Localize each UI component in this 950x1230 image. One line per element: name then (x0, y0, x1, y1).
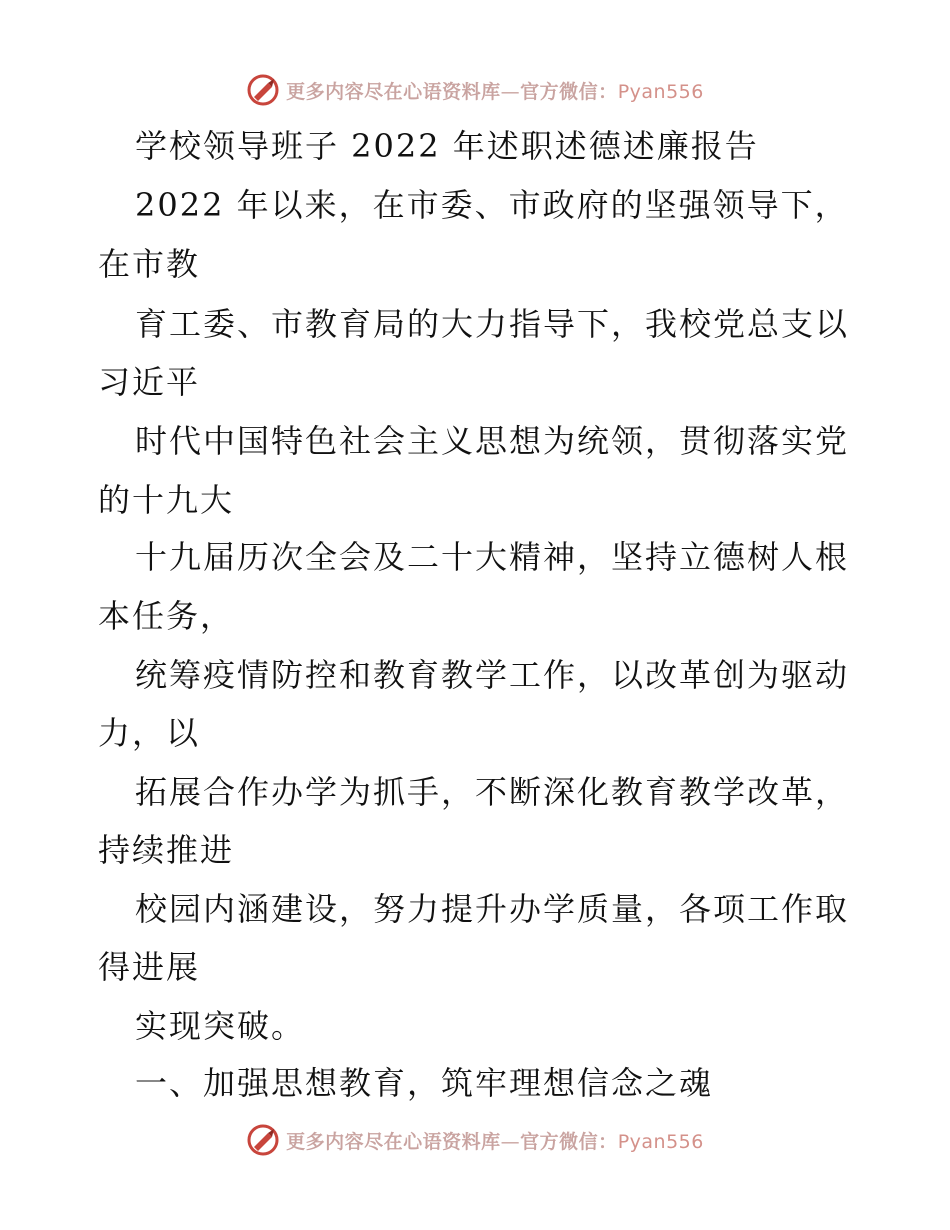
section-heading: 一、加强思想教育，筑牢理想信念之魂 (135, 1064, 714, 1102)
paragraph-line: 在市教 (98, 245, 201, 283)
paragraph-line: 习近平 (98, 363, 201, 401)
footer-watermark (0, 1122, 950, 1158)
document-title: 学校领导班子 2022 年述职述德述廉报告 (135, 127, 759, 165)
watermark-library-text: 更多内容尽在心语资料库 (286, 80, 501, 103)
red-circle-pen-icon (246, 73, 280, 107)
watermark-official-text: 官方微信： (520, 80, 618, 103)
watermark-text (286, 1127, 704, 1154)
paragraph-line: 时代中国特色社会主义思想为统领，贯彻落实党 (135, 422, 850, 460)
watermark-library-text: 更多内容尽在心语资料库 (286, 1130, 501, 1153)
header-watermark (0, 72, 950, 108)
watermark-separator: — (500, 80, 521, 103)
paragraph-line: 育工委、市教育局的大力指导下，我校党总支以 (135, 305, 850, 343)
paragraph-line: 统筹疫情防控和教育教学工作，以改革创为驱动 (135, 656, 850, 694)
paragraph-line: 拓展合作办学为抓手，不断深化教育教学改革， (135, 773, 850, 811)
watermark-wechat-id: Pyan556 (617, 1130, 704, 1153)
paragraph-line: 持续推进 (98, 831, 235, 869)
paragraph-line: 得进展 (98, 948, 201, 986)
paragraph-line: 本任务， (98, 597, 235, 635)
paragraph-line: 力，以 (98, 714, 201, 752)
paragraph-line: 2022 年以来，在市委、市政府的坚强领导下， (135, 186, 849, 224)
watermark-wechat-id: Pyan556 (617, 80, 704, 103)
watermark-text (286, 77, 704, 104)
red-circle-pen-icon (246, 1123, 280, 1157)
paragraph-line: 的十九大 (98, 481, 235, 519)
watermark-separator: — (500, 1130, 521, 1153)
paragraph-line: 校园内涵建设，努力提升办学质量，各项工作取 (135, 890, 850, 928)
paragraph-line: 十九届历次全会及二十大精神，坚持立德树人根 (135, 538, 850, 576)
watermark-official-text: 官方微信： (520, 1130, 618, 1153)
paragraph-line: 实现突破。 (135, 1007, 306, 1045)
